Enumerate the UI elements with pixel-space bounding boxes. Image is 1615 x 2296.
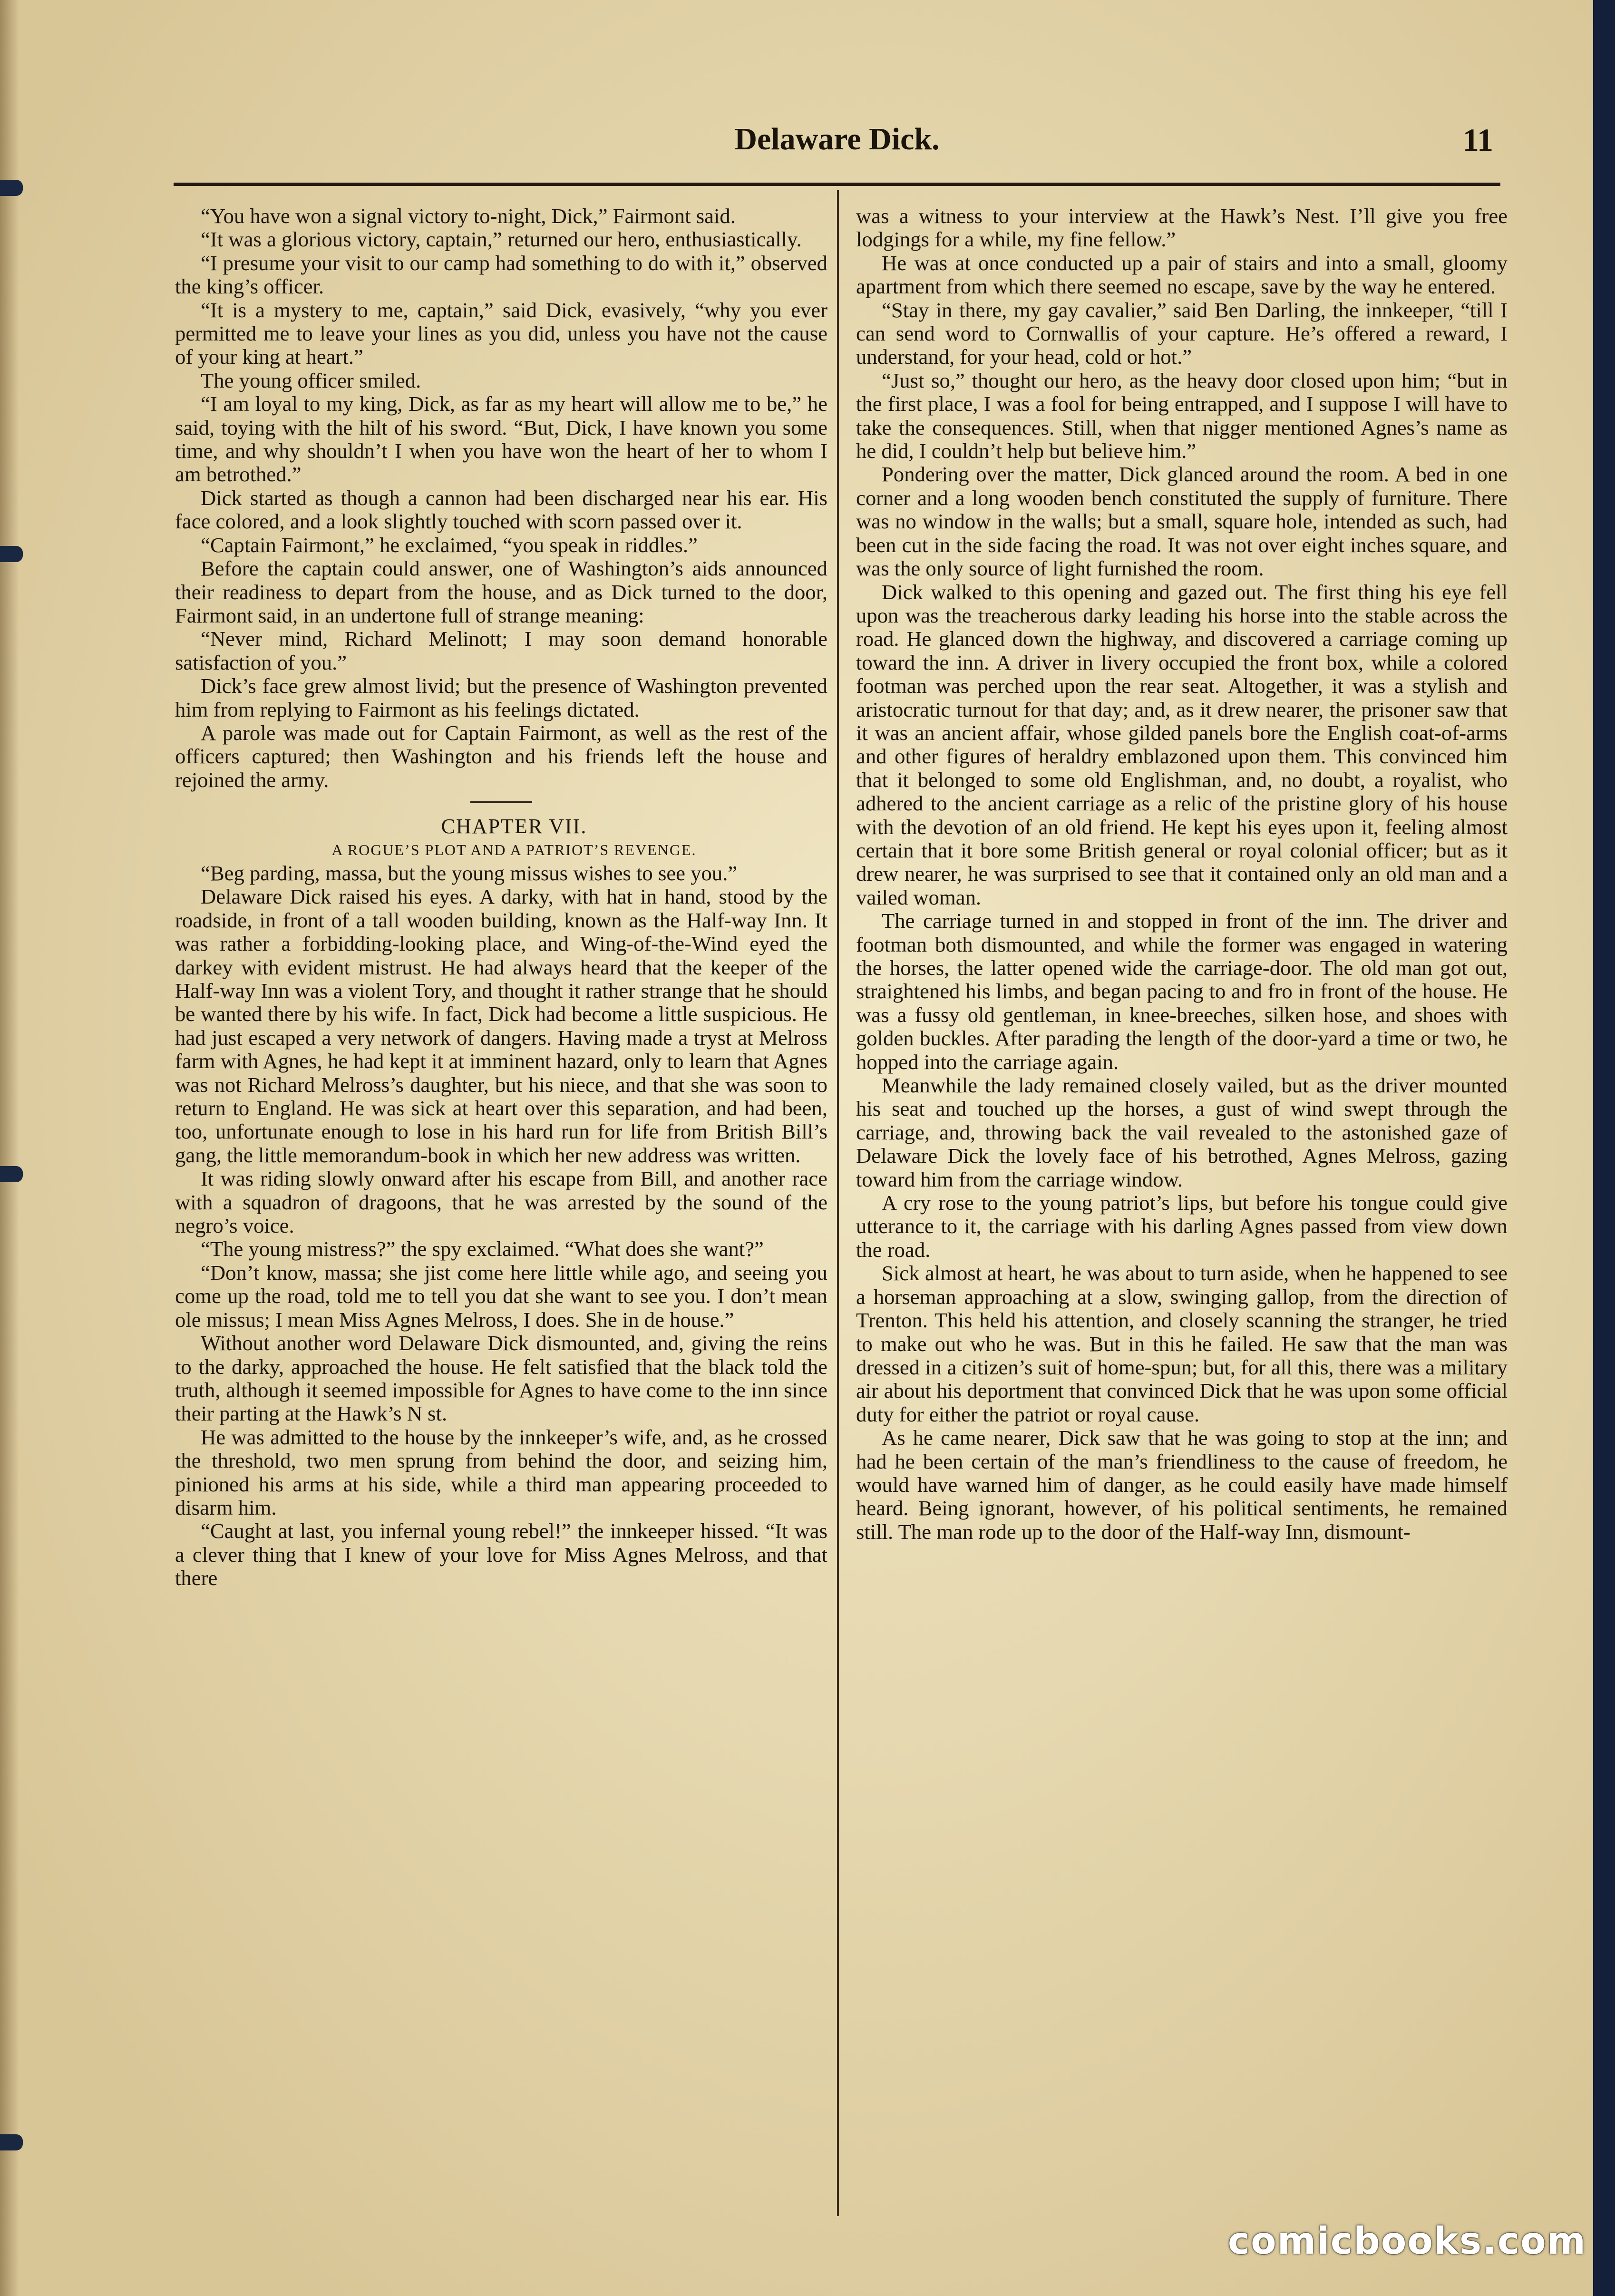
paragraph: Delaware Dick raised his eyes. A darky, with hat in hand, stood by the roadside, in front of a tall wooden building, known as the Half-way Inn. It was rather a forbidding-looking place, and Wing-of-the-Wind eyed the darkey with evident mistrust. He had always heard that the keeper of the Half-way Inn was a violent Tory, and thought it rather strange that he should be wanted there by his wife. In fact, Dick had become a little suspicious. He had just escaped a very network of dangers. Having made a tryst at Melross farm with Agnes, he had kept it at imminent hazard, only to learn that Agnes was not Richard Melross’s daughter, but his niece, and that she was soon to return to England. He was sick at heart over this separation, and had been, too, unfortunate enough to lose in his hard run for life from British Bill’s gang, the little memorandum-book in which her new address was written. (175, 885, 827, 1167)
header-rule (174, 183, 1500, 186)
paragraph: The carriage turned in and stopped in front of the inn. The driver and footman both dismounted, and while the former was engaged in watering the horses, the latter opened wide the carriage-door. The old man got out, straightened his limbs, and began pacing to and fro in front of the house. He was a fussy old gentleman, in knee-breeches, silken hose, and shoes with golden buckles. After parading the length of the door-yard a time or two, he hopped into the carriage again. (856, 909, 1508, 1074)
paragraph: “It is a mystery to me, captain,” said Dick, evasively, “why you ever permitted me to leave your lines as you did, unless you have not the cause of your king at heart.” (175, 298, 827, 369)
paragraph: “It was a glorious victory, captain,” returned our hero, enthusiastically. (201, 227, 802, 252)
paragraph: “Don’t know, massa; she jist come here little while ago, and seeing you come up the road, told me to tell you dat she want to see you. I don’t mean ole missus; I mean Miss Agnes Melross, I does. She in de house.” (175, 1260, 827, 1332)
column-divider (837, 190, 839, 2216)
binding-stitch-mark (0, 180, 23, 196)
paragraph: He was at once conducted up a pair of stairs and into a small, gloomy apartment from which there seemed no escape, save by the way he entered. (856, 251, 1508, 299)
paragraph: Meanwhile the lady remained closely vailed, but as the driver mounted his seat and touched up the horses, a gust of wind swept through the carriage, and, throwing back the vail revealed to the astonished gaze of Delaware Dick the lovely face of his betrothed, Agnes Melross, gazing toward him from the carriage window. (856, 1073, 1508, 1191)
site-watermark: comicbooks.com (1227, 2220, 1586, 2263)
paragraph: “Captain Fairmont,” he exclaimed, “you speak in riddles.” (201, 533, 698, 557)
paragraph: Sick almost at heart, he was about to turn aside, when he happened to see a horseman approaching at a slow, swinging gallop, from the direction of Trenton. This held his attention, and closely scanning the stranger, he tried to make out who he was. But in this he failed. He saw that the man was dressed in a citizen’s suit of home-spun; but, for all this, there was a military air about his deportment that convinced Dick that he was upon some official duty for either the patriot or royal cause. (856, 1261, 1508, 1426)
chapter-subtitle: A ROGUE’S PLOT AND A PATRIOT’S REVENGE. (331, 841, 697, 858)
paragraph: As he came nearer, Dick saw that he was going to stop at the inn; and had he been certain of the man’s friendliness to the cause of freedom, he would have warned him of danger, as he could easily have made himself heard. Being ignorant, however, of his political sentiments, he remained still. The man rode up to the door of the Half-way Inn, dismount- (856, 1426, 1508, 1544)
paragraph: Without another word Delaware Dick dismounted, and, giving the reins to the darky, approached the house. He felt satisfied that the black told the truth, although it seemed impossible for Agnes to have come to the inn since their parting at the Hawk’s N st. (175, 1331, 827, 1426)
paragraph: was a witness to your interview at the Hawk’s Nest. I’ll give you free lodgings for a while, my fine fellow.” (856, 204, 1508, 252)
page-number: 11 (1462, 122, 1493, 158)
right-column (856, 204, 1508, 2202)
running-title: Delaware Dick. (734, 122, 940, 156)
chapter-title: CHAPTER VII. (441, 815, 587, 838)
paragraph: A cry rose to the young patriot’s lips, but before his tongue could give utterance to it, the carriage with his darling Agnes passed from view down the road. (856, 1191, 1508, 1262)
paragraph: “Stay in there, my gay cavalier,” said Ben Darling, the innkeeper, “till I can send word to Cornwallis of your capture. He’s offered a reward, I understand, for your head, cold or hot.” (856, 298, 1508, 369)
left-column (175, 204, 827, 2202)
paragraph: It was riding slowly onward after his escape from Bill, and another race with a squadron of dragoons, that he was arrested by the sound of the negro’s voice. (175, 1167, 827, 1238)
section-separator (470, 801, 532, 803)
paragraph: Dick started as though a cannon had been discharged near his ear. His face colored, and a look slightly touched with scorn passed over it. (175, 486, 827, 534)
paragraph: A parole was made out for Captain Fairmont, as well as the rest of the officers captured; then Washington and his friends left the house and rejoined the army. (175, 720, 827, 792)
paragraph: “Just so,” thought our hero, as the heavy door closed upon him; “but in the first place, I was a fool for being entrapped, and I suppose I will have to take the consequences. Still, when that nigger mentioned Agnes’s name as he did, I couldn’t help but believe him.” (856, 368, 1508, 463)
binding-stitch-mark (0, 546, 23, 562)
paragraph: Pondering over the matter, Dick glanced around the room. A bed in one corner and a long wooden bench constituted the supply of furniture. There was no window in the walls; but a small, square hole, intended as such, had been cut in the side facing the road. It was not over eight inches square, and was the only source of light furnished the room. (856, 462, 1508, 581)
paragraph: Dick walked to this opening and gazed out. The first thing his eye fell upon was the treacherous darky leading his horse into the stable across the road. He glanced down the highway, and discovered a carriage coming up toward the inn. A driver in livery occupied the front box, while a colored footman was perched upon the rear seat. Altogether, it was a stylish and aristocratic turnout for that day; and, as it drew nearer, the prisoner saw that it was an ancient affair, whose gilded panels bore the English coat-of-arms and other figures of heraldry emblazoned upon them. This convinced him that it belonged to some old Englishman, and, no doubt, a royalist, who adhered to the ancient carriage as a relic of the pristine glory of his house with the devotion of an old friend. He kept his eyes upon it, feeling almost certain that it bore some British general or royal colonial officer; but as it drew nearer, he was surprised to see that it contained only an old man and a vailed woman. (856, 580, 1508, 909)
paragraph: The young officer smiled. (201, 368, 421, 392)
paragraph: Before the captain could answer, one of Washington’s aids announced their readiness to depart from the house, and as Dick turned to the door, Fairmont said, in an undertone full of strange meaning: (175, 556, 827, 627)
paragraph: “I am loyal to my king, Dick, as far as my heart will allow me to be,” he said, toying with the hilt of his sword. “But, Dick, I have known you some time, and why shouldn’t I when you have won the heart of her to whom I am betrothed.” (175, 392, 827, 486)
paragraph: “Beg parding, massa, but the young missus wishes to see you.” (201, 861, 738, 885)
paragraph: Dick’s face grew almost livid; but the presence of Washington prevented him from replying to Fairmont as his feelings dictated. (175, 674, 827, 721)
binding-stitch-mark (0, 2134, 23, 2150)
paragraph: He was admitted to the house by the innkeeper’s wife, and, as he crossed the threshold, two men sprung from behind the door, and seizing him, pinioned his arms at his side, while a third man appearing proceeded to disarm him. (175, 1425, 827, 1519)
paragraph: “Caught at last, you infernal young rebel!” the innkeeper hissed. “It was a clever thing that I knew of your love for Miss Agnes Melross, and that there (175, 1519, 827, 1590)
paragraph: “You have won a signal victory to-night, Dick,” Fairmont said. (201, 204, 736, 228)
binding-stitch-mark (0, 1166, 23, 1182)
running-header (176, 121, 1498, 164)
paragraph: “I presume your visit to our camp had something to do with it,” observed the king’s officer. (175, 251, 827, 299)
paragraph: “Never mind, Richard Melinott; I may soon demand honorable satisfaction of you.” (175, 627, 827, 674)
paragraph: “The young mistress?” the spy exclaimed. “What does she want?” (201, 1237, 764, 1261)
